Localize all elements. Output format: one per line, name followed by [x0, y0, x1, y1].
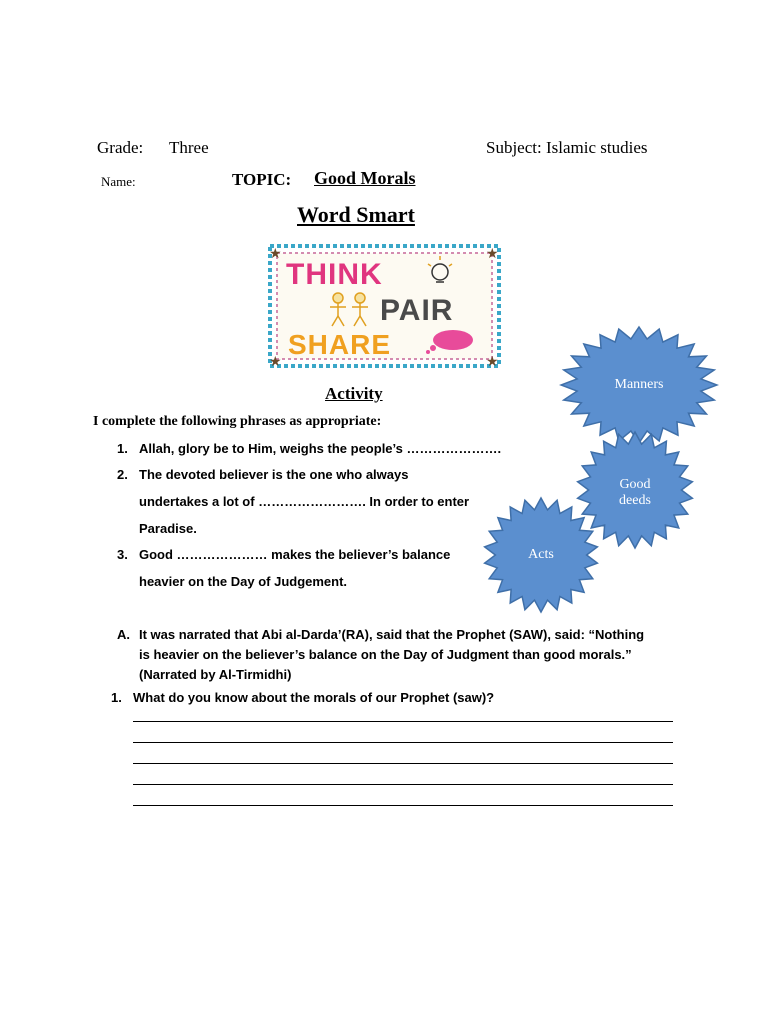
stamp-word-pair: PAIR: [380, 294, 454, 327]
name-label: Name:: [101, 174, 136, 189]
hadith-line: is heavier on the believer’s balance on the Day of Judgment than good morals.”: [139, 647, 632, 662]
topic-label: TOPIC:: [232, 170, 292, 189]
topic-value: Good Morals: [314, 168, 416, 188]
grade-value: Three: [169, 138, 209, 157]
think-pair-share-image: [268, 244, 501, 368]
hadith-line: It was narrated that Abi al-Darda’(RA), said that the Prophet (SAW), said: “Nothing: [139, 627, 645, 642]
svg-text:★: ★: [486, 354, 499, 368]
item-text: Paradise.: [139, 521, 197, 536]
item-number: 2.: [117, 467, 128, 482]
subject-label: Subject: Islamic studies: [486, 138, 648, 157]
activity-heading: Activity: [325, 384, 383, 403]
answer-line[interactable]: [133, 742, 673, 743]
svg-text:★: ★: [269, 354, 282, 368]
activity-instruction: I complete the following phrases as appropriate:: [93, 414, 382, 429]
grade-label: Grade:: [97, 138, 144, 157]
item-number: 3.: [117, 547, 128, 562]
word-bank-good-deeds: Good deeds: [619, 477, 651, 508]
item-text: Good ………………… makes the believer’s balance: [139, 547, 451, 562]
page-title: Word Smart: [297, 202, 415, 227]
svg-text:★: ★: [269, 246, 282, 262]
answer-line[interactable]: [133, 721, 673, 722]
word-bank-manners: Manners: [614, 377, 664, 392]
question-text: What do you know about the morals of our Prophet (saw)?: [133, 690, 495, 705]
answer-line[interactable]: [133, 784, 673, 785]
question-number: 1.: [111, 690, 122, 705]
item-number: 1.: [117, 441, 128, 456]
hadith-line: (Narrated by Al-Tirmidhi): [139, 667, 292, 682]
item-text: The devoted believer is the one who always: [139, 467, 409, 482]
item-text: heavier on the Day of Judgement.: [139, 574, 348, 589]
word-bank-acts: Acts: [528, 547, 554, 562]
hadith-letter: A.: [117, 627, 130, 642]
answer-line[interactable]: [133, 763, 673, 764]
item-text: Allah, glory be to Him, weighs the people’s ………………….: [139, 441, 502, 456]
answer-line[interactable]: [133, 805, 673, 806]
stamp-word-think: THINK: [286, 258, 383, 291]
svg-text:★: ★: [486, 246, 499, 262]
item-text: undertakes a lot of ……………………. In order to enter: [139, 494, 470, 509]
stamp-word-share: SHARE: [288, 329, 392, 360]
